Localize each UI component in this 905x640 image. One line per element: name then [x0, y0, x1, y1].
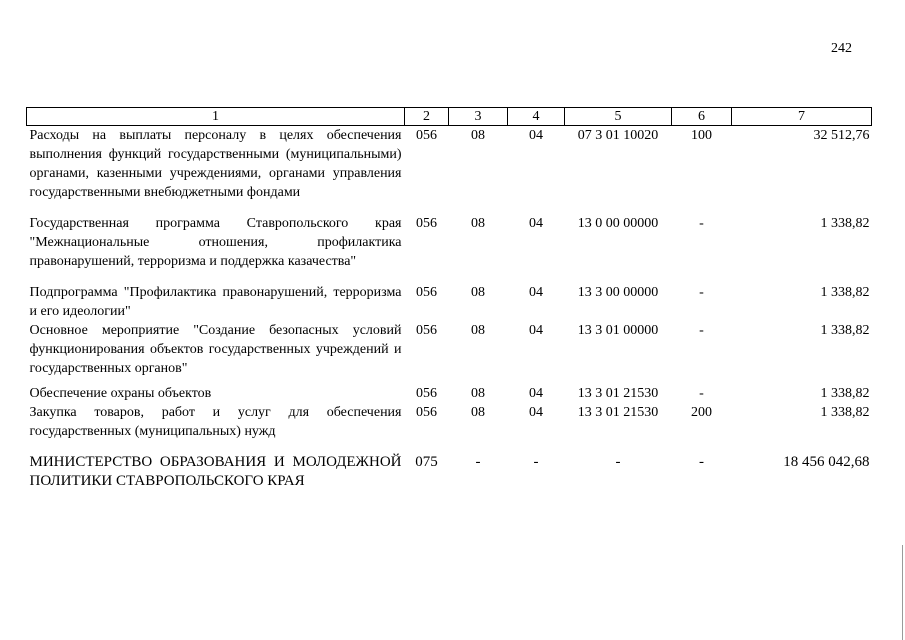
row-col5: 13 3 01 00000 [577, 323, 659, 338]
row-col7: 18 456 042,68 [783, 454, 870, 470]
row-col3: 08 [471, 285, 485, 300]
table-row [27, 403, 872, 441]
row-col4: 04 [529, 216, 543, 231]
row-col3: 08 [471, 323, 485, 338]
row-col6: - [699, 323, 704, 338]
row-col5: 13 3 00 00000 [577, 285, 659, 300]
row-col2: 056 [416, 323, 437, 338]
row-col4: 04 [529, 285, 543, 300]
row-col5: 13 0 00 00000 [577, 216, 659, 231]
row-col3: 08 [471, 405, 485, 420]
table-row [27, 384, 872, 403]
table-row [27, 321, 872, 378]
row-col2: 056 [416, 386, 437, 401]
row-col4: 04 [529, 386, 543, 401]
page-number: 242 [831, 41, 852, 56]
row-col7: 1 338,82 [820, 323, 870, 338]
row-col3: 08 [471, 216, 485, 231]
row-col5: - [615, 454, 621, 470]
scan-margin-line [902, 545, 903, 640]
header-col-3: 3 [449, 108, 508, 126]
row-col2: 056 [416, 285, 437, 300]
row-col4: - [533, 454, 539, 470]
row-col7: 32 512,76 [813, 128, 870, 143]
table-row [27, 283, 872, 321]
header-col-6: 6 [672, 108, 732, 126]
row-col3: 08 [471, 386, 485, 401]
row-col4: 04 [529, 128, 543, 143]
row-col6: 100 [691, 128, 712, 143]
table-header-row [27, 108, 872, 126]
row-col3: - [475, 454, 481, 470]
row-col5: 13 3 01 21530 [577, 405, 659, 420]
header-col-2: 2 [405, 108, 449, 126]
row-col5: 07 3 01 10020 [577, 128, 659, 143]
row-col7: 1 338,82 [820, 405, 870, 420]
row-col3: 08 [471, 128, 485, 143]
row-col5: 13 3 01 21530 [577, 386, 659, 401]
table-row [27, 453, 872, 491]
row-col6: - [699, 285, 704, 300]
row-col6: - [699, 454, 704, 470]
row-name: Основное мероприятие "Создание безопасных условий функционирования объектов государственных учреждений и государственных органов" [29, 323, 402, 376]
row-col6: 200 [691, 405, 712, 420]
row-col7: 1 338,82 [820, 285, 870, 300]
row-name: Обеспечение охраны объектов [29, 386, 212, 401]
row-name: Государственная программа Ставропольского края "Межнациональные отношения, профилактика правонарушений, терроризма и поддержка казачества" [29, 216, 402, 269]
budget-table [26, 107, 872, 491]
row-col6: - [699, 386, 704, 401]
row-col2: 056 [416, 405, 437, 420]
row-col6: - [699, 216, 704, 231]
row-col7: 1 338,82 [820, 386, 870, 401]
row-col4: 04 [529, 405, 543, 420]
table-row [27, 126, 872, 203]
row-name: МИНИСТЕРСТВО ОБРАЗОВАНИЯ И МОЛОДЕЖНОЙ ПОЛИТИКИ СТАВРОПОЛЬСКОГО КРАЯ [29, 454, 402, 489]
row-spacer [27, 202, 872, 214]
row-col2: 056 [416, 128, 437, 143]
row-name: Расходы на выплаты персоналу в целях обеспечения выполнения функций государственными (муниципальными) органами, казенными учреждениями, органами управления государственными внебюджетными фондами [29, 128, 402, 200]
header-col-1: 1 [27, 108, 405, 126]
row-spacer [27, 271, 872, 283]
row-spacer [27, 441, 872, 453]
row-col2: 075 [415, 454, 438, 470]
header-col-5: 5 [565, 108, 672, 126]
row-col7: 1 338,82 [820, 216, 870, 231]
header-col-7: 7 [732, 108, 872, 126]
row-name: Закупка товаров, работ и услуг для обеспечения государственных (муниципальных) нужд [29, 405, 402, 439]
row-name: Подпрограмма "Профилактика правонарушений, терроризма и его идеологии" [29, 285, 402, 319]
table-row [27, 214, 872, 271]
row-col4: 04 [529, 323, 543, 338]
row-col2: 056 [416, 216, 437, 231]
header-col-4: 4 [508, 108, 565, 126]
